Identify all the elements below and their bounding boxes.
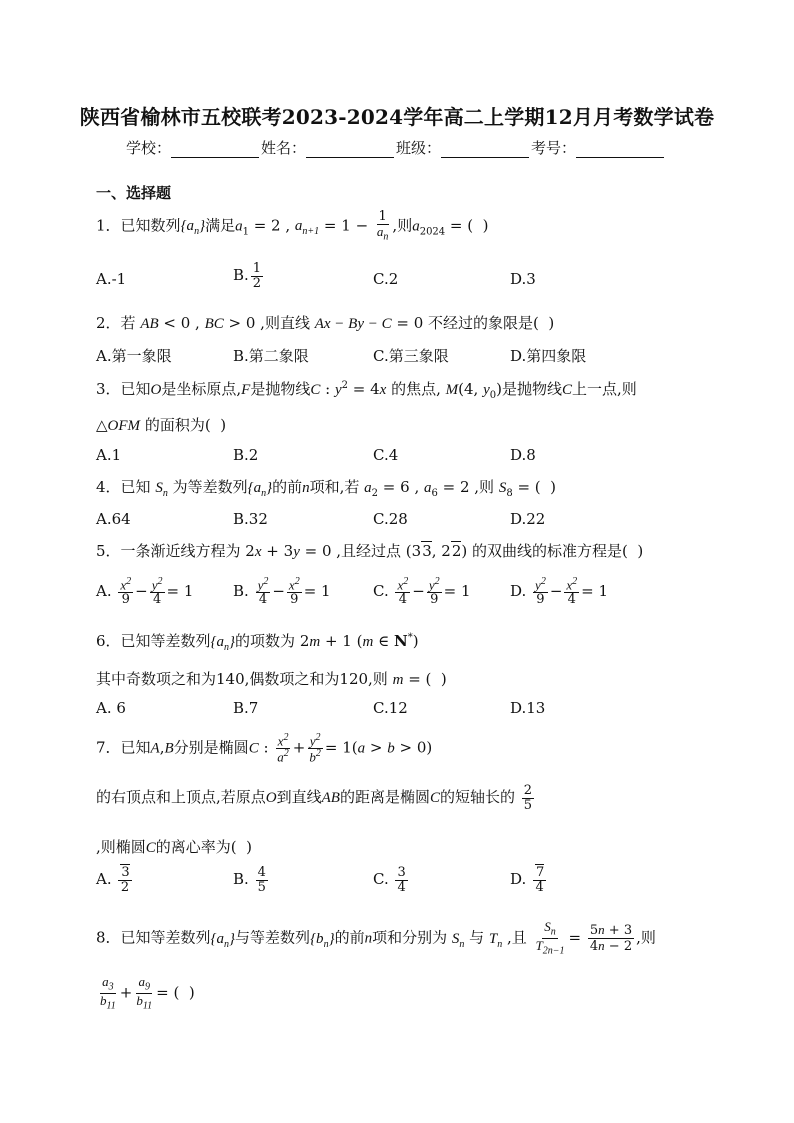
q3-option-c[interactable]: C.4 xyxy=(373,446,399,464)
exam-title: 陕西省榆林市五校联考2023-2024学年高二上学期12月月考数学试卷 xyxy=(79,105,715,129)
question-2: 2．若 AB < 0 , BC > 0 ,则直线 Ax − By − C = 0 不经过的象限是( ) xyxy=(96,314,555,332)
q3-option-a[interactable]: A.1 xyxy=(96,446,122,464)
q1-option-c[interactable]: C.2 xyxy=(373,270,399,288)
q7-option-c[interactable]: C. $\frac{3}{4}$ xyxy=(373,865,406,895)
q7-option-a[interactable]: A. $\frac{3}{2}$ xyxy=(96,865,130,895)
q2-option-b[interactable]: B.第二象限 xyxy=(233,347,309,365)
q4-option-a[interactable]: A.64 xyxy=(96,510,131,528)
q2-option-a[interactable]: A.第一象限 xyxy=(96,347,172,365)
q6-option-a[interactable]: A. 6 xyxy=(96,699,126,717)
q7-option-d[interactable]: D. $\frac{7}{4}$ xyxy=(510,865,545,895)
question-3-cont: △OFM 的面积为( ) xyxy=(96,416,227,434)
q6-option-c[interactable]: C.12 xyxy=(373,699,408,717)
q6-option-b[interactable]: B.7 xyxy=(233,699,259,717)
class-label: 班级： xyxy=(396,139,442,157)
q3-option-b[interactable]: B.2 xyxy=(233,446,259,464)
q4-option-b[interactable]: B.32 xyxy=(233,510,268,528)
class-blank[interactable] xyxy=(441,142,529,158)
number-blank[interactable] xyxy=(576,142,664,158)
question-6-cont: 其中奇数项之和为140,偶数项之和为120,则 m = ( ) xyxy=(96,670,447,688)
q5-option-b[interactable]: B. $\frac{y^2}{4}$ − $\frac{x^2}{9}$ = 1 xyxy=(233,576,331,607)
q5-option-c[interactable]: C. $\frac{x^2}{4}$ − $\frac{y^2}{9}$ = 1 xyxy=(373,576,471,607)
q4-option-c[interactable]: C.28 xyxy=(373,510,408,528)
name-label: 姓名： xyxy=(261,139,307,157)
q2-option-c[interactable]: C.第三象限 xyxy=(373,347,449,365)
section-heading: 一、选择题 xyxy=(96,184,172,202)
question-5: 5．一条渐近线方程为 2x + 3y = 0 ,且经过点 (33, 22) 的双曲线的标准方程是( ) xyxy=(96,542,644,560)
q1-option-d[interactable]: D.3 xyxy=(510,270,536,288)
question-8: 8．已知等差数列$\{a_n\}$与等差数列$\{b_n\}$的前n项和分别为 $S_n$ 与 $T_n$ ,且 $\frac{S_n}{T_{2n-1}}$ = $\frac{5n + 3}{4n - 2}$ ,则 xyxy=(96,919,656,957)
question-7: 7．已知A,B分别是椭圆C : $\frac{x^2}{a^2}$ + $\frac{y^2}{b^2}$ = 1(a > b > 0) xyxy=(96,732,433,765)
q5-option-d[interactable]: D. $\frac{y^2}{9}$ − $\frac{x^2}{4}$ = 1 xyxy=(510,576,609,607)
question-1: 1．已知数列$\{a_n\}$满足$a_1 = 2$ , $a_{n+1} = 1$ − $\frac{1}{a_n}$ ,则$a_{2024}$ = ( ) xyxy=(96,209,489,243)
q4-option-d[interactable]: D.22 xyxy=(510,510,546,528)
q5-option-a[interactable]: A. $\frac{x^2}{9}$ − $\frac{y^2}{4}$ = 1 xyxy=(96,576,194,607)
q1-option-b[interactable]: B. $\frac{1}{2}$ xyxy=(233,261,262,291)
question-4: 4．已知 $S_n$ 为等差数列$\{a_n\}$的前n项和,若 $a_2 = 6$ , $a_6 = 2$ ,则 $S_8$ = ( ) xyxy=(96,478,557,499)
question-7-cont2: ,则椭圆C的离心率为( ) xyxy=(96,838,253,856)
question-3: 3．已知O是坐标原点,F是抛物线C : $y^2 = 4x$ 的焦点, M(4, $y_0$)是抛物线C上一点,则 xyxy=(96,380,637,401)
q3-option-d[interactable]: D.8 xyxy=(510,446,536,464)
school-label: 学校： xyxy=(126,139,172,157)
q1-option-a[interactable]: A.-1 xyxy=(96,270,127,288)
q7-option-b[interactable]: B. $\frac{4}{5}$ xyxy=(233,865,266,895)
student-info-row xyxy=(126,137,666,158)
question-6: 6．已知等差数列$\{a_n\}$的项数为 2m + 1 (m ∈ N*) xyxy=(96,632,419,653)
number-label: 考号： xyxy=(531,139,577,157)
q2-option-d[interactable]: D.第四象限 xyxy=(510,347,587,365)
school-blank[interactable] xyxy=(171,142,259,158)
question-8-cont: $\frac{a_3}{b_{11}}$ + $\frac{a_9}{b_{11}}$ = ( ) xyxy=(100,974,195,1012)
name-blank[interactable] xyxy=(306,142,394,158)
question-7-cont: 的右顶点和上顶点,若原点O到直线AB的距离是椭圆C的短轴长的 $\frac{2}{5}$ xyxy=(96,783,533,813)
q6-option-d[interactable]: D.13 xyxy=(510,699,546,717)
